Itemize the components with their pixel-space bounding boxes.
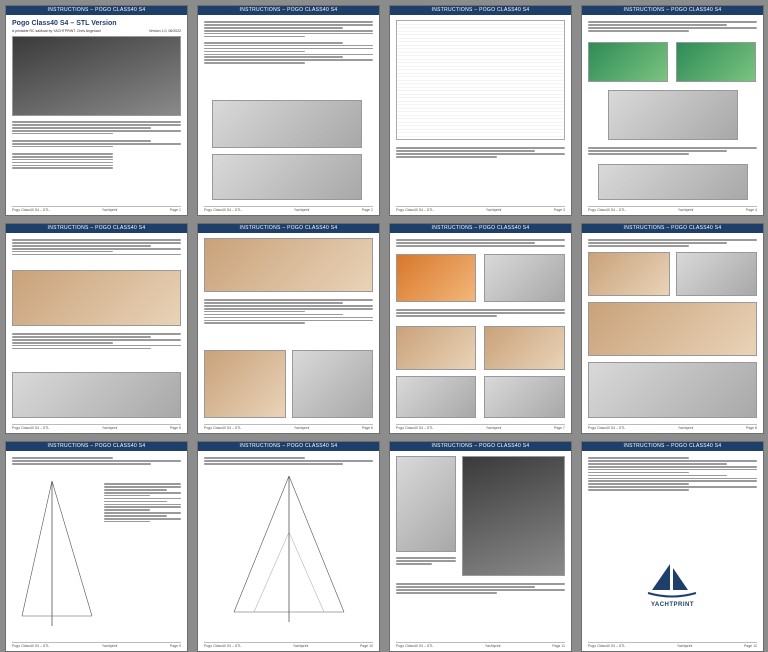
page-5[interactable] [6, 224, 187, 433]
steering-photo-2 [484, 326, 565, 370]
text-block [204, 21, 373, 63]
bracket-photo [396, 254, 476, 302]
page-footer: Pogo Class40 S4 – STL Yachtprint Page 12 [588, 644, 757, 648]
page-3[interactable] [390, 6, 571, 215]
closing-text [588, 457, 757, 490]
boat-photo [12, 36, 181, 116]
page-header: INSTRUCTIONS – POGO CLASS40 S4 [390, 224, 571, 233]
page-footer: Pogo Class40 S4 – STL Yachtprint Page 6 [204, 426, 373, 430]
page-6[interactable] [198, 224, 379, 433]
page-footer: Pogo Class40 S4 – STL Yachtprint Page 11 [396, 644, 565, 648]
page-footer: Pogo Class40 S4 – STL Yachtprint Page 7 [396, 426, 565, 430]
brand-name: YACHTPRINT [650, 602, 695, 608]
bulkhead-photo [12, 372, 181, 418]
bracket-photo-2 [484, 254, 565, 302]
page-footer: Pogo Class40 S4 – STL Yachtprint Page 2 [204, 208, 373, 212]
control-photo [396, 376, 476, 418]
page-11[interactable] [390, 442, 571, 651]
page-header: INSTRUCTIONS – POGO CLASS40 S4 [582, 6, 763, 15]
page-12[interactable] [582, 442, 763, 651]
hull-section-render [608, 90, 738, 140]
page-footer: Pogo Class40 S4 – STL Yachtprint Page 3 [396, 208, 565, 212]
deck-render [212, 154, 362, 200]
page-header: INSTRUCTIONS – POGO CLASS40 S4 [390, 6, 571, 15]
page-footer: Pogo Class40 S4 – STL Yachtprint Page 5 [12, 426, 181, 430]
winch-photo [588, 252, 670, 296]
page-4[interactable] [582, 6, 763, 215]
subtitle-version: Version 1.0, 06/2022 [148, 29, 181, 33]
page-grid [6, 6, 762, 652]
page-header: INSTRUCTIONS – POGO CLASS40 S4 [198, 442, 379, 451]
page-1[interactable] [6, 6, 187, 215]
document-title: Pogo Class40 S4 – STL Version [12, 20, 117, 27]
winch-photo-2 [676, 252, 757, 296]
page-8[interactable] [582, 224, 763, 433]
page-header: INSTRUCTIONS – POGO CLASS40 S4 [582, 224, 763, 233]
hull-render [212, 100, 362, 148]
page-header: INSTRUCTIONS – POGO CLASS40 S4 [198, 224, 379, 233]
parts-table [396, 20, 565, 140]
page-7[interactable] [390, 224, 571, 433]
page-header: INSTRUCTIONS – POGO CLASS40 S4 [582, 442, 763, 451]
sail-plan-diagram [12, 476, 102, 636]
frame-photo [204, 238, 373, 292]
keel-render [588, 42, 668, 82]
page-footer: Pogo Class40 S4 – STL Yachtprint Page 9 [12, 644, 181, 648]
build-photo [12, 270, 181, 326]
notes-text [396, 146, 565, 159]
rigging-diagram [214, 472, 364, 636]
page-header: INSTRUCTIONS – POGO CLASS40 S4 [198, 6, 379, 15]
rigging-list [104, 482, 181, 524]
page-footer: Pogo Class40 S4 – STL Yachtprint Page 10 [204, 644, 373, 648]
page-header: INSTRUCTIONS – POGO CLASS40 S4 [6, 442, 187, 451]
intro-text [12, 120, 181, 170]
sail-photo [396, 456, 456, 552]
document-subtitle [12, 29, 181, 33]
page-2[interactable] [198, 6, 379, 215]
rudder-shaft-photo [292, 350, 373, 418]
keel-render-2 [676, 42, 756, 82]
page-footer: Pogo Class40 S4 – STL Yachtprint Page 1 [12, 208, 181, 212]
page-footer: Pogo Class40 S4 – STL Yachtprint Page 8 [588, 426, 757, 430]
page-footer: Pogo Class40 S4 – STL Yachtprint Page 4 [588, 208, 757, 212]
page-10[interactable] [198, 442, 379, 651]
yachtprint-logo-icon [640, 560, 704, 600]
text-block [12, 239, 181, 255]
deck-fitting-photo [588, 302, 757, 356]
subtitle-author: A printable RC sailboat by YACHTPRINT. Chris Angelucci [12, 29, 101, 33]
page-9[interactable] [6, 442, 187, 651]
page-header: INSTRUCTIONS – POGO CLASS40 S4 [6, 224, 187, 233]
page-header: INSTRUCTIONS – POGO CLASS40 S4 [6, 6, 187, 15]
page-header: INSTRUCTIONS – POGO CLASS40 S4 [390, 442, 571, 451]
finished-boat-photo [462, 456, 565, 576]
rail-render [598, 164, 748, 200]
control-photo-2 [484, 376, 565, 418]
steering-photo [396, 326, 476, 370]
rudder-photo [204, 350, 286, 418]
mast-step-photo [588, 362, 757, 418]
text-block [588, 21, 757, 31]
